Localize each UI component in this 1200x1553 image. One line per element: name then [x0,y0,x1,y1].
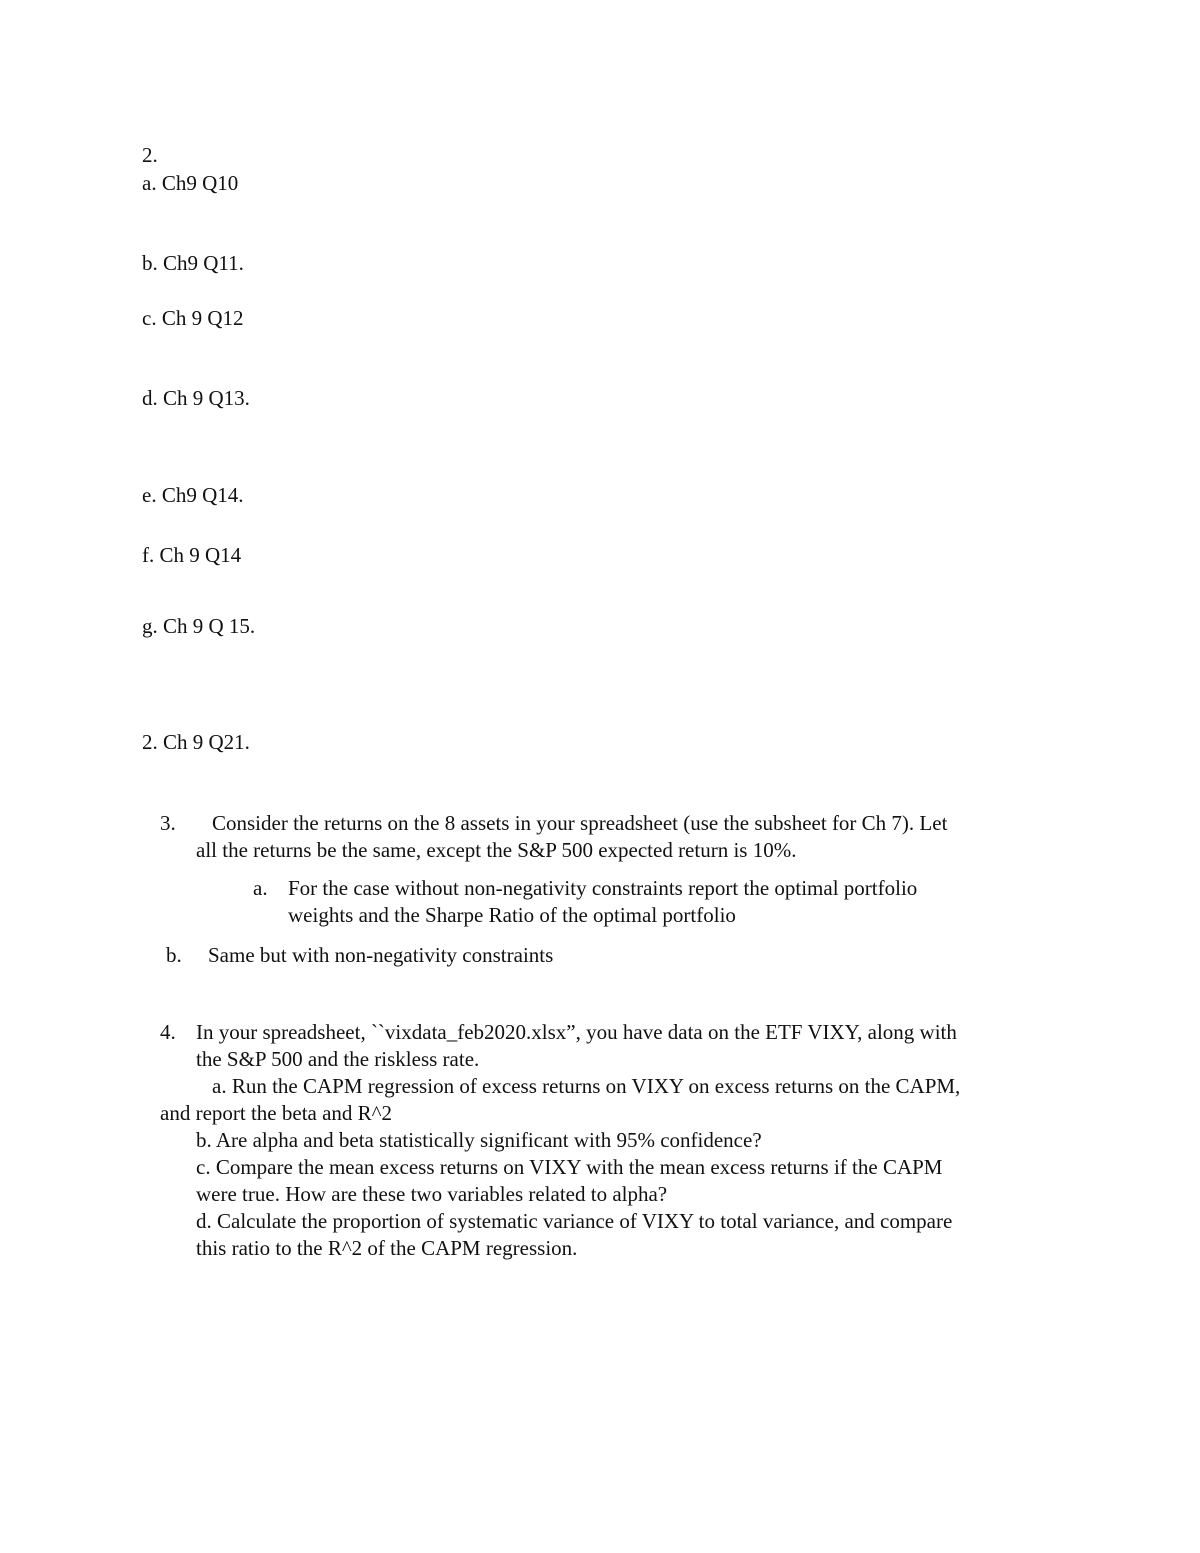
question-3-a-line2: weights and the Sharpe Ratio of the optimal portfolio [288,903,736,927]
question-4-line2: the S&P 500 and the riskless rate. [196,1047,480,1071]
section-2-item-e: e. Ch9 Q14. [142,483,244,507]
question-3-text-line2: all the returns be the same, except the S&P 500 expected return is 10%. [196,838,797,862]
question-3-a-line1: For the case without non-negativity constraints report the optimal portfolio [288,876,918,900]
section-2-heading: 2. [142,143,158,167]
section-2-item-g: g. Ch 9 Q 15. [142,614,256,638]
question-4-line1: In your spreadsheet, ``vixdata_feb2020.xlsx”, you have data on the ETF VIXY, along with [196,1020,957,1044]
question-4-c-line1: c. Compare the mean excess returns on VIXY with the mean excess returns if the CAPM [196,1155,943,1179]
question-4-a-line2: and report the beta and R^2 [160,1101,393,1125]
question-4-b: b. Are alpha and beta statistically significant with 95% confidence? [196,1128,762,1152]
section-2-item-f: f. Ch 9 Q14 [142,543,242,567]
question-4-number: 4. [160,1020,176,1044]
question-3-number: 3. [160,811,176,835]
section-2-extra-item: 2. Ch 9 Q21. [142,730,250,754]
section-2-item-a: a. Ch9 Q10 [142,171,239,195]
section-2-item-d: d. Ch 9 Q13. [142,386,250,410]
question-3-b-text: Same but with non-negativity constraints [208,943,554,967]
question-4-c-line2: were true. How are these two variables related to alpha? [196,1182,668,1206]
section-2-item-c: c. Ch 9 Q12 [142,306,244,330]
question-4-d-line2: this ratio to the R^2 of the CAPM regression. [196,1236,578,1260]
question-4-a-line1: a. Run the CAPM regression of excess returns on VIXY on excess returns on the CAPM, [212,1074,961,1098]
question-3-text-line1: Consider the returns on the 8 assets in your spreadsheet (use the subsheet for Ch 7). Let [212,811,948,835]
question-3-a-marker: a. [253,876,268,900]
section-2-item-b: b. Ch9 Q11. [142,251,244,275]
question-4-d-line1: d. Calculate the proportion of systematic variance of VIXY to total variance, and compare [196,1209,953,1233]
question-3-b-marker: b. [166,943,182,967]
